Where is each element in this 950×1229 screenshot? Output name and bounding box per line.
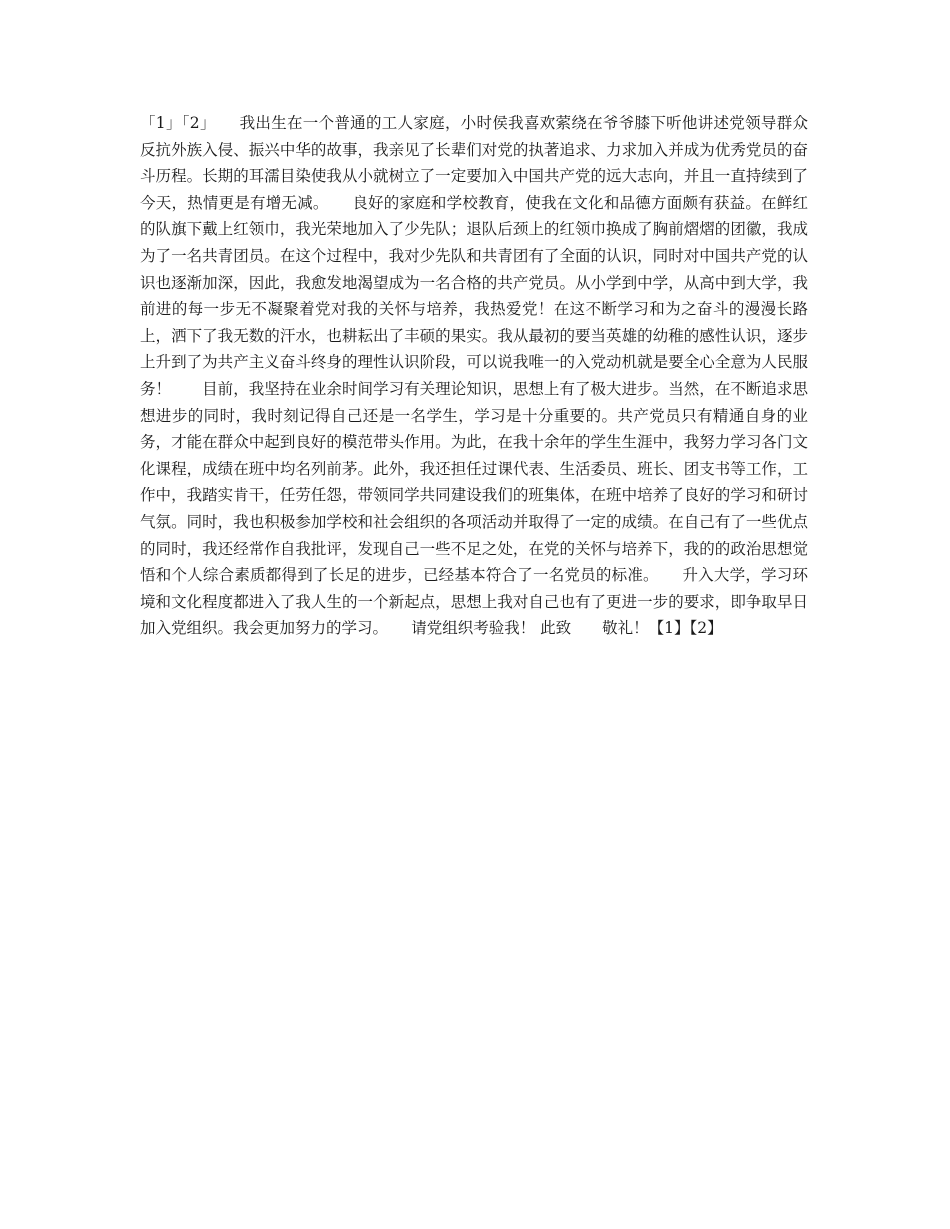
document-body-text: 「1」「2」 我出生在一个普通的工人家庭，小时侯我喜欢萦绕在爷爷膝下听他讲述党领导群众反抗外族入侵、振兴中华的故事，我亲见了长辈们对党的执著追求、力求加入并成为优秀党员的奋斗历程。长期的耳濡目染使我从小就树立了一定要加入中国共产党的远大志向，并且一直持续到了今天，热情更是有增无减。 良好的家庭和学校教育，使我在文化和品德方面颇有获益。在鲜红的队旗下戴上红领巾，我光荣地加入了少先队；退队后颈上的红领巾换成了胸前熠熠的团徽，我成为了一名共青团员。在这个过程中，我对少先队和共青团有了全面的认识，同时对中国共产党的认识也逐渐加深，因此，我愈发地渴望成为一名合格的共产党员。从小学到中学，从高中到大学，我前进的每一步无不凝聚着党对我的关怀与培养，我热爱党！在这不断学习和为之奋斗的漫漫长路上，洒下了我无数的汗水，也耕耘出了丰硕的果实。我从最初的要当英雄的幼稚的感性认识，逐步上升到了为共产主义奋斗终身的理性认识阶段，可以说我唯一的入党动机就是要全心全意为人民服务！ 目前，我坚持在业余时间学习有关理论知识，思想上有了极大进步。当然，在不断追求思想进步的同时，我时刻记得自己还是一名学生，学习是十分重要的。共产党员只有精通自身的业务，才能在群众中起到良好的模范带头作用。为此，在我十余年的学生生涯中，我努力学习各门文化课程，成绩在班中均名列前茅。此外，我还担任过课代表、生活委员、班长、团支书等工作，工作中，我踏实肯干，任劳任怨，带领同学共同建设我们的班集体，在班中培养了良好的学习和研讨气氛。同时，我也积极参加学校和社会组织的各项活动并取得了一定的成绩。在自己有了一些优点的同时，我还经常作自我批评，发现自己一些不足之处，在党的关怀与培养下，我的的政治思想觉悟和个人综合素质都得到了长足的进步，已经基本符合了一名党员的标准。 升入大学，学习环境和文化程度都进入了我人生的一个新起点，思想上我对自己也有了更进一步的要求，即争取早日加入党组织。我会更加努力的学习。 请党组织考验我！ 此致 敬礼！【1】【2】 <box>140 114 808 638</box>
document-page <box>140 110 808 642</box>
